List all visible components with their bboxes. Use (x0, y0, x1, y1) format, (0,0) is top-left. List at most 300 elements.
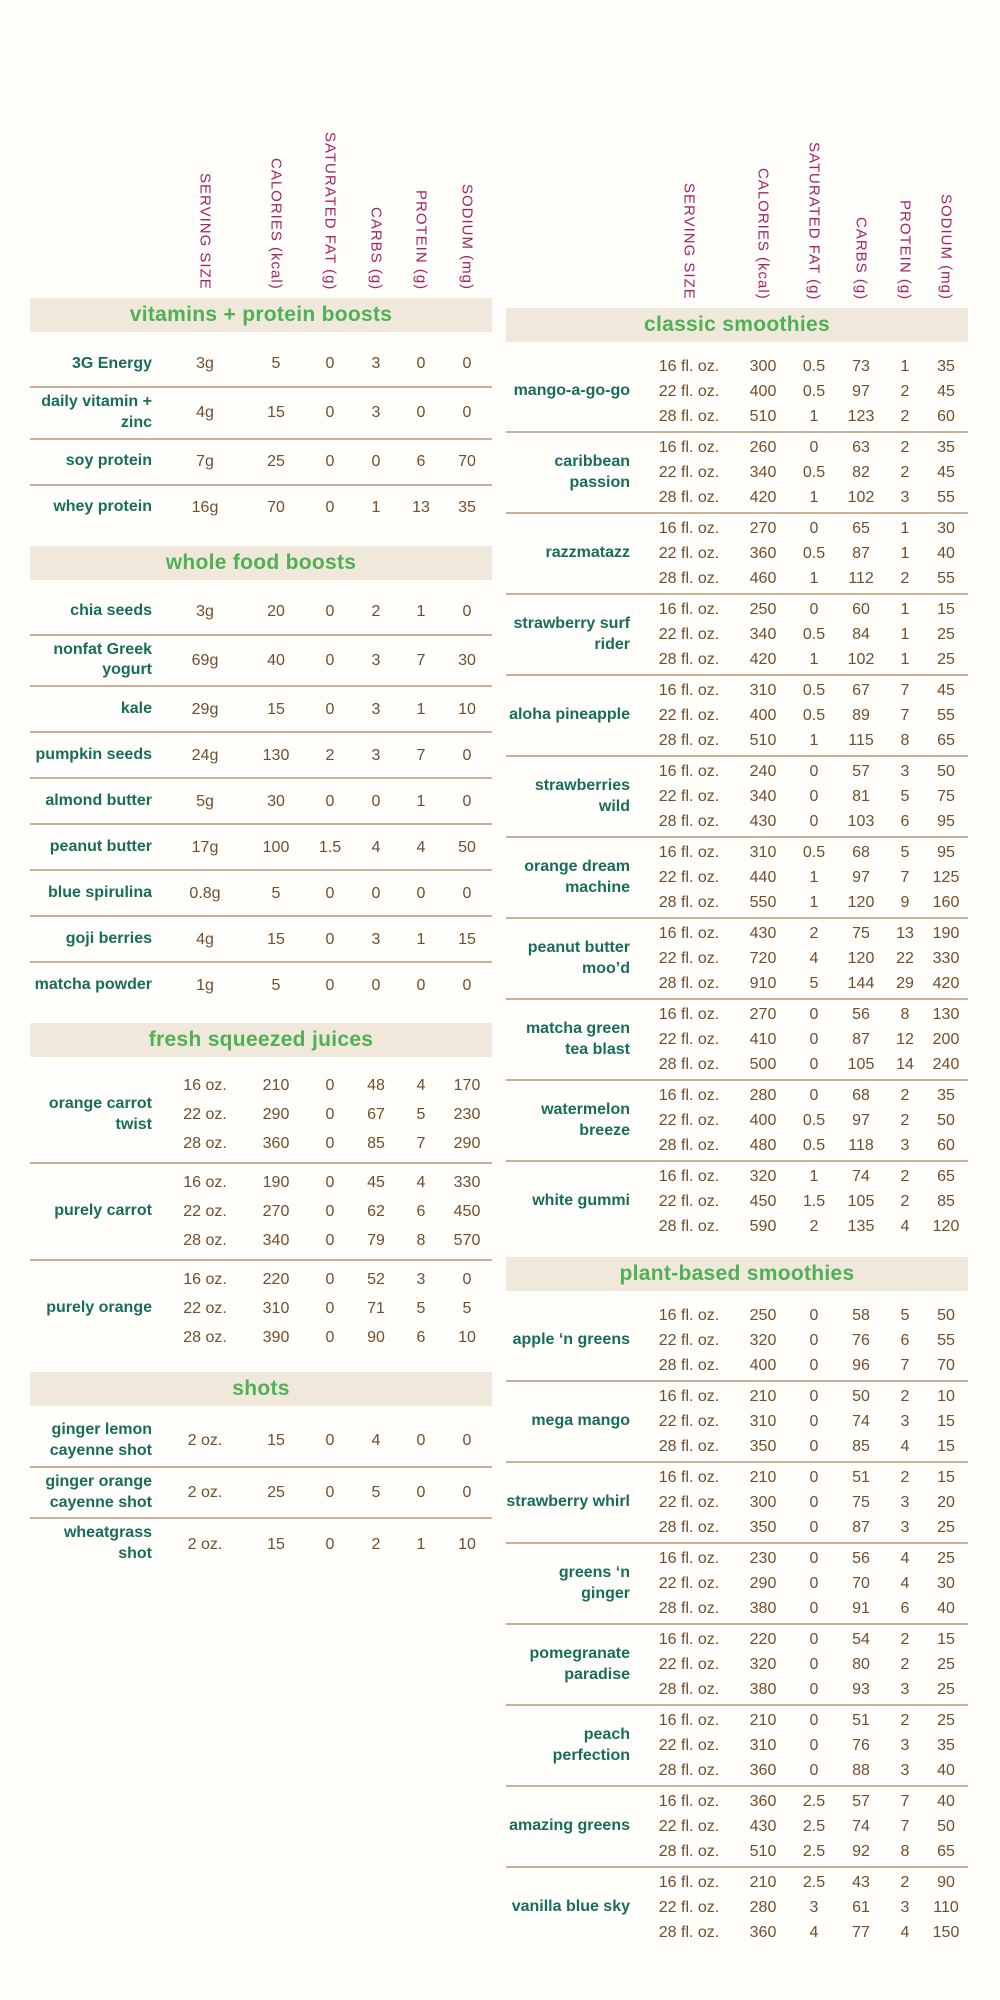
carbs-cell: 120 (847, 893, 875, 911)
protein-cell: 2 (900, 1192, 910, 1210)
item-name: purely orange (46, 1299, 152, 1317)
calories-cell: 340 (749, 625, 777, 643)
calories-cell: 320 (749, 1655, 777, 1673)
protein-cell: 7 (416, 1135, 426, 1153)
section-title: shots (232, 1377, 290, 1401)
saturated-fat-cell: 0.5 (802, 1111, 826, 1129)
column-headers-row (506, 50, 968, 300)
carbs-cell: 0 (371, 792, 381, 810)
protein-cell: 9 (900, 893, 910, 911)
protein-cell: 6 (416, 1203, 426, 1221)
calories-cell: 430 (749, 1817, 777, 1835)
carbs-cell: 0 (371, 976, 381, 994)
item-name: chia seeds (70, 602, 152, 620)
protein-cell: 13 (412, 499, 430, 516)
sodium-cell: 35 (458, 499, 476, 516)
sodium-cell: 55 (937, 488, 955, 506)
saturated-fat-cell: 0 (809, 1574, 819, 1592)
carbs-cell: 77 (852, 1923, 870, 1941)
sodium-cell: 0 (462, 603, 472, 620)
section-band (506, 308, 968, 342)
serving-size-cell: 16 fl. oz. (658, 1167, 720, 1185)
item-name: goji berries (65, 929, 152, 947)
serving-size-cell: 3g (196, 355, 214, 373)
protein-cell: 6 (900, 1599, 910, 1617)
menu-item (30, 963, 492, 1007)
serving-size-cell: 28 fl. oz. (658, 731, 720, 749)
saturated-fat-cell: 0 (325, 1271, 335, 1289)
carbs-cell: 93 (852, 1680, 870, 1698)
serving-size-cell: 28 fl. oz. (658, 1356, 720, 1374)
menu-item (30, 1261, 492, 1356)
saturated-fat-cell: 0 (809, 1331, 819, 1349)
item-name: caribbean passion (554, 452, 630, 491)
menu-item (30, 1164, 492, 1261)
serving-size-cell: 16 fl. oz. (658, 438, 720, 456)
menu-item (30, 779, 492, 825)
protein-cell: 1 (416, 700, 426, 718)
serving-size-cell: 16 fl. oz. (658, 1711, 720, 1729)
menu-item (30, 342, 492, 388)
carbs-cell: 102 (847, 650, 875, 668)
carbs-cell: 5 (371, 1483, 381, 1501)
menu-item (506, 433, 968, 514)
saturated-fat-cell: 2.5 (802, 1873, 826, 1891)
protein-cell: 3 (900, 1898, 910, 1916)
carbs-cell: 1 (371, 499, 381, 516)
column-header: PROTEIN (g) (896, 199, 914, 300)
protein-cell: 1 (416, 930, 426, 948)
protein-cell: 4 (416, 838, 426, 856)
calories-cell: 380 (749, 1599, 777, 1617)
item-name: orange carrot twist (48, 1094, 152, 1133)
serving-size-cell: 22 fl. oz. (658, 1030, 720, 1048)
protein-cell: 1 (416, 1535, 426, 1553)
saturated-fat-cell: 3 (809, 1898, 819, 1916)
serving-size-cell: 17g (191, 838, 219, 856)
protein-cell: 3 (900, 1493, 910, 1511)
carbs-cell: 70 (852, 1574, 870, 1592)
carbs-cell: 50 (852, 1387, 870, 1405)
item-name: daily vitamin + zinc (41, 393, 152, 431)
carbs-cell: 74 (852, 1412, 870, 1430)
section-title: plant-based smoothies (619, 1262, 855, 1285)
serving-size-cell: 16 oz. (183, 1271, 227, 1289)
carbs-cell: 67 (852, 681, 870, 699)
item-name: almond butter (45, 791, 152, 809)
carbs-cell: 4 (371, 1432, 381, 1450)
protein-cell: 3 (900, 1680, 910, 1698)
serving-size-cell: 22 fl. oz. (658, 382, 720, 400)
section-items (30, 1416, 492, 1569)
serving-size-cell: 24g (191, 746, 219, 764)
sodium-cell: 0 (462, 746, 472, 764)
calories-cell: 300 (749, 1493, 777, 1511)
calories-cell: 5 (271, 884, 281, 902)
sodium-cell: 15 (937, 1630, 955, 1648)
carbs-cell: 79 (367, 1232, 385, 1250)
carbs-cell: 90 (367, 1329, 385, 1347)
serving-size-cell: 28 fl. oz. (658, 974, 720, 992)
carbs-cell: 52 (367, 1271, 385, 1289)
saturated-fat-cell: 1 (809, 1167, 819, 1185)
calories-cell: 210 (262, 1077, 290, 1095)
carbs-cell: 74 (852, 1167, 870, 1185)
calories-cell: 300 (749, 357, 777, 375)
menu-item (30, 440, 492, 486)
protein-cell: 2 (900, 438, 910, 456)
menu-item (506, 1081, 968, 1162)
item-name: pomegranate paradise (529, 1644, 630, 1683)
saturated-fat-cell: 0 (325, 1174, 335, 1192)
protein-cell: 0 (416, 1432, 426, 1450)
column-header: SERVING SIZE (196, 173, 214, 290)
protein-cell: 6 (416, 1329, 426, 1347)
menu-item (30, 733, 492, 779)
saturated-fat-cell: 5 (809, 974, 819, 992)
calories-cell: 720 (749, 949, 777, 967)
item-name: amazing greens (509, 1817, 630, 1835)
saturated-fat-cell: 0 (809, 762, 819, 780)
saturated-fat-cell: 1.5 (318, 838, 342, 856)
item-name: whey protein (53, 498, 152, 516)
item-name: purely carrot (54, 1202, 152, 1220)
saturated-fat-cell: 0 (325, 792, 335, 810)
calories-cell: 210 (749, 1387, 777, 1405)
calories-cell: 400 (749, 1356, 777, 1374)
calories-cell: 280 (749, 1898, 777, 1916)
serving-size-cell: 28 fl. oz. (658, 1599, 720, 1617)
protein-cell: 12 (896, 1030, 914, 1048)
column-header: SERVING SIZE (680, 183, 698, 300)
protein-cell: 3 (900, 1736, 910, 1754)
serving-size-cell: 69g (191, 651, 219, 669)
serving-size-cell: 28 fl. oz. (658, 1055, 720, 1073)
calories-cell: 270 (749, 519, 777, 537)
sodium-cell: 45 (937, 382, 955, 400)
item-name: strawberry whirl (506, 1493, 630, 1511)
section-items (506, 352, 968, 1241)
column-header-cell (400, 40, 442, 290)
calories-cell: 260 (749, 438, 777, 456)
saturated-fat-cell: 0.5 (802, 843, 826, 861)
calories-cell: 210 (749, 1711, 777, 1729)
sodium-cell: 120 (932, 1217, 960, 1235)
protein-cell: 13 (896, 924, 914, 942)
protein-cell: 2 (900, 1630, 910, 1648)
menu-item (506, 1301, 968, 1382)
calories-cell: 310 (749, 681, 777, 699)
sodium-cell: 60 (937, 1136, 955, 1154)
calories-cell: 15 (267, 404, 285, 422)
protein-cell: 2 (900, 1655, 910, 1673)
saturated-fat-cell: 1 (809, 488, 819, 506)
sodium-cell: 90 (937, 1873, 955, 1891)
protein-cell: 1 (900, 600, 910, 618)
serving-size-cell: 28 fl. oz. (658, 1923, 720, 1941)
saturated-fat-cell: 0 (325, 651, 335, 669)
protein-cell: 7 (416, 651, 426, 669)
sodium-cell: 75 (937, 787, 955, 805)
menu-item (506, 1463, 968, 1544)
saturated-fat-cell: 0 (809, 519, 819, 537)
protein-cell: 8 (900, 731, 910, 749)
sodium-cell: 35 (937, 357, 955, 375)
saturated-fat-cell: 2.5 (802, 1842, 826, 1860)
serving-size-cell: 16 oz. (183, 1174, 227, 1192)
calories-cell: 340 (749, 463, 777, 481)
item-name: ginger orange cayenne shot (45, 1472, 152, 1511)
section-band (30, 1023, 492, 1057)
sodium-cell: 30 (458, 651, 476, 669)
sodium-cell: 10 (937, 1387, 955, 1405)
saturated-fat-cell: 0.5 (802, 544, 826, 562)
item-name: razzmatazz (545, 544, 630, 562)
item-name: mango-a-go-go (513, 382, 630, 400)
calories-cell: 360 (749, 1792, 777, 1810)
carbs-cell: 51 (852, 1468, 870, 1486)
carbs-cell: 71 (367, 1300, 385, 1318)
menu-item (30, 1067, 492, 1164)
saturated-fat-cell: 2 (325, 746, 335, 764)
carbs-cell: 57 (852, 1792, 870, 1810)
protein-cell: 2 (900, 1387, 910, 1405)
saturated-fat-cell: 2 (809, 1217, 819, 1235)
sodium-cell: 95 (937, 812, 955, 830)
carbs-cell: 45 (367, 1174, 385, 1192)
saturated-fat-cell: 0 (809, 1468, 819, 1486)
sodium-cell: 45 (937, 463, 955, 481)
menu-item (506, 1544, 968, 1625)
carbs-cell: 82 (852, 463, 870, 481)
calories-cell: 15 (267, 1535, 285, 1553)
saturated-fat-cell: 0 (325, 976, 335, 994)
serving-size-cell: 22 fl. oz. (658, 1331, 720, 1349)
protein-cell: 8 (900, 1842, 910, 1860)
protein-cell: 4 (900, 1217, 910, 1235)
carbs-cell: 43 (852, 1873, 870, 1891)
protein-cell: 4 (416, 1077, 426, 1095)
sodium-cell: 70 (458, 453, 476, 470)
saturated-fat-cell: 0 (809, 1356, 819, 1374)
serving-size-cell: 16 fl. oz. (658, 762, 720, 780)
calories-cell: 510 (749, 1842, 777, 1860)
carbs-cell: 85 (852, 1437, 870, 1455)
serving-size-cell: 16 fl. oz. (658, 1792, 720, 1810)
item-name: greens ‘n ginger (558, 1563, 630, 1602)
serving-size-cell: 16 fl. oz. (658, 357, 720, 375)
column-header-cell (924, 50, 968, 300)
serving-size-cell: 28 fl. oz. (658, 1217, 720, 1235)
sodium-cell: 0 (462, 355, 472, 373)
protein-cell: 14 (896, 1055, 914, 1073)
saturated-fat-cell: 0.5 (802, 463, 826, 481)
serving-size-cell: 16 fl. oz. (658, 1873, 720, 1891)
calories-cell: 450 (749, 1192, 777, 1210)
calories-cell: 340 (749, 787, 777, 805)
saturated-fat-cell: 1 (809, 868, 819, 886)
serving-size-cell: 22 fl. oz. (658, 1736, 720, 1754)
item-name: aloha pineapple (509, 706, 630, 724)
protein-cell: 7 (900, 1817, 910, 1835)
sodium-cell: 40 (937, 1599, 955, 1617)
protein-cell: 7 (900, 1356, 910, 1374)
sodium-cell: 25 (937, 1680, 955, 1698)
protein-cell: 3 (900, 762, 910, 780)
sodium-cell: 55 (937, 569, 955, 587)
serving-size-cell: 1g (196, 976, 214, 994)
protein-cell: 7 (416, 746, 426, 764)
menu-item (506, 1382, 968, 1463)
serving-size-cell: 22 oz. (183, 1203, 227, 1221)
menu-item (30, 1468, 492, 1520)
saturated-fat-cell: 0.5 (802, 625, 826, 643)
sodium-cell: 10 (458, 1329, 476, 1347)
calories-cell: 500 (749, 1055, 777, 1073)
calories-cell: 380 (749, 1680, 777, 1698)
section-items (30, 342, 492, 530)
calories-cell: 350 (749, 1518, 777, 1536)
serving-size-cell: 4g (196, 404, 214, 422)
item-name: matcha powder (34, 975, 152, 993)
serving-size-cell: 28 fl. oz. (658, 1518, 720, 1536)
serving-size-cell: 28 oz. (183, 1232, 227, 1250)
carbs-cell: 73 (852, 357, 870, 375)
left-nutrition-table (30, 40, 492, 1947)
saturated-fat-cell: 0 (325, 1106, 335, 1124)
calories-cell: 130 (262, 746, 290, 764)
carbs-cell: 105 (847, 1192, 875, 1210)
sodium-cell: 25 (937, 1518, 955, 1536)
column-header-cell (734, 50, 792, 300)
carbs-cell: 88 (852, 1761, 870, 1779)
calories-cell: 430 (749, 812, 777, 830)
protein-cell: 1 (416, 792, 426, 810)
protein-cell: 6 (900, 1331, 910, 1349)
serving-size-cell: 7g (196, 453, 214, 470)
carbs-cell: 4 (371, 838, 381, 856)
sodium-cell: 240 (932, 1055, 960, 1073)
carbs-cell: 68 (852, 1086, 870, 1104)
calories-cell: 310 (749, 843, 777, 861)
sodium-cell: 0 (462, 1432, 472, 1450)
protein-cell: 2 (900, 569, 910, 587)
sodium-cell: 25 (937, 1549, 955, 1567)
sodium-cell: 70 (937, 1356, 955, 1374)
calories-cell: 15 (267, 930, 285, 948)
sodium-cell: 0 (462, 1271, 472, 1289)
calories-cell: 25 (267, 453, 285, 470)
sodium-cell: 20 (937, 1493, 955, 1511)
carbs-cell: 123 (847, 407, 875, 425)
calories-cell: 400 (749, 382, 777, 400)
column-header: SATURATED FAT (g) (321, 131, 339, 290)
menu-item (506, 838, 968, 919)
column-header: CALORIES (kcal) (754, 168, 772, 300)
carbs-cell: 120 (847, 949, 875, 967)
item-name: watermelon breeze (541, 1100, 630, 1139)
carbs-cell: 3 (371, 930, 381, 948)
protein-cell: 5 (900, 1306, 910, 1324)
section-title: vitamins + protein boosts (129, 303, 393, 326)
menu-item (506, 352, 968, 433)
protein-cell: 29 (896, 974, 914, 992)
column-header-cell (886, 50, 924, 300)
column-header: CALORIES (kcal) (267, 158, 285, 290)
calories-cell: 340 (262, 1232, 290, 1250)
sodium-cell: 10 (458, 700, 476, 718)
serving-size-cell: 0.8g (189, 884, 221, 902)
saturated-fat-cell: 1 (809, 650, 819, 668)
carbs-cell: 96 (852, 1356, 870, 1374)
protein-cell: 2 (900, 1086, 910, 1104)
protein-cell: 3 (900, 1136, 910, 1154)
sodium-cell: 30 (937, 1574, 955, 1592)
calories-cell: 70 (267, 499, 285, 516)
carbs-cell: 62 (367, 1203, 385, 1221)
carbs-cell: 2 (371, 1535, 381, 1553)
calories-cell: 360 (749, 1923, 777, 1941)
carbs-cell: 105 (847, 1055, 875, 1073)
calories-cell: 400 (749, 1111, 777, 1129)
calories-cell: 230 (749, 1549, 777, 1567)
column-header: CARBS (g) (852, 216, 870, 300)
protein-cell: 3 (900, 1761, 910, 1779)
item-name: apple ‘n greens (512, 1331, 630, 1349)
menu-item (506, 1000, 968, 1081)
serving-size-cell: 22 fl. oz. (658, 868, 720, 886)
protein-cell: 0 (416, 884, 426, 902)
carbs-cell: 84 (852, 625, 870, 643)
sodium-cell: 190 (932, 924, 960, 942)
saturated-fat-cell: 0 (325, 499, 335, 516)
protein-cell: 2 (900, 1711, 910, 1729)
calories-cell: 320 (749, 1167, 777, 1185)
saturated-fat-cell: 0 (809, 1005, 819, 1023)
saturated-fat-cell: 1 (809, 731, 819, 749)
sodium-cell: 125 (932, 868, 960, 886)
serving-size-cell: 16 fl. oz. (658, 843, 720, 861)
serving-size-cell: 22 fl. oz. (658, 1817, 720, 1835)
sodium-cell: 40 (937, 544, 955, 562)
saturated-fat-cell: 0 (325, 355, 335, 373)
protein-cell: 2 (900, 1873, 910, 1891)
carbs-cell: 58 (852, 1306, 870, 1324)
column-header-cell (644, 50, 734, 300)
calories-cell: 400 (749, 706, 777, 724)
sodium-cell: 65 (937, 731, 955, 749)
calories-cell: 15 (267, 1432, 285, 1450)
saturated-fat-cell: 0 (325, 1077, 335, 1095)
calories-cell: 40 (267, 651, 285, 669)
protein-cell: 7 (900, 868, 910, 886)
column-header-cell (442, 40, 492, 290)
item-name: pumpkin seeds (35, 745, 152, 763)
sodium-cell: 290 (453, 1135, 481, 1153)
serving-size-cell: 22 fl. oz. (658, 1574, 720, 1592)
carbs-cell: 118 (848, 1136, 874, 1154)
item-name: mega mango (531, 1412, 630, 1430)
saturated-fat-cell: 0 (809, 1412, 819, 1430)
sodium-cell: 55 (937, 1331, 955, 1349)
serving-size-cell: 29g (191, 700, 219, 718)
serving-size-cell: 22 fl. oz. (658, 706, 720, 724)
calories-cell: 290 (262, 1106, 290, 1124)
protein-cell: 5 (900, 787, 910, 805)
carbs-cell: 85 (367, 1135, 385, 1153)
saturated-fat-cell: 0 (809, 1655, 819, 1673)
saturated-fat-cell: 0 (809, 1030, 819, 1048)
